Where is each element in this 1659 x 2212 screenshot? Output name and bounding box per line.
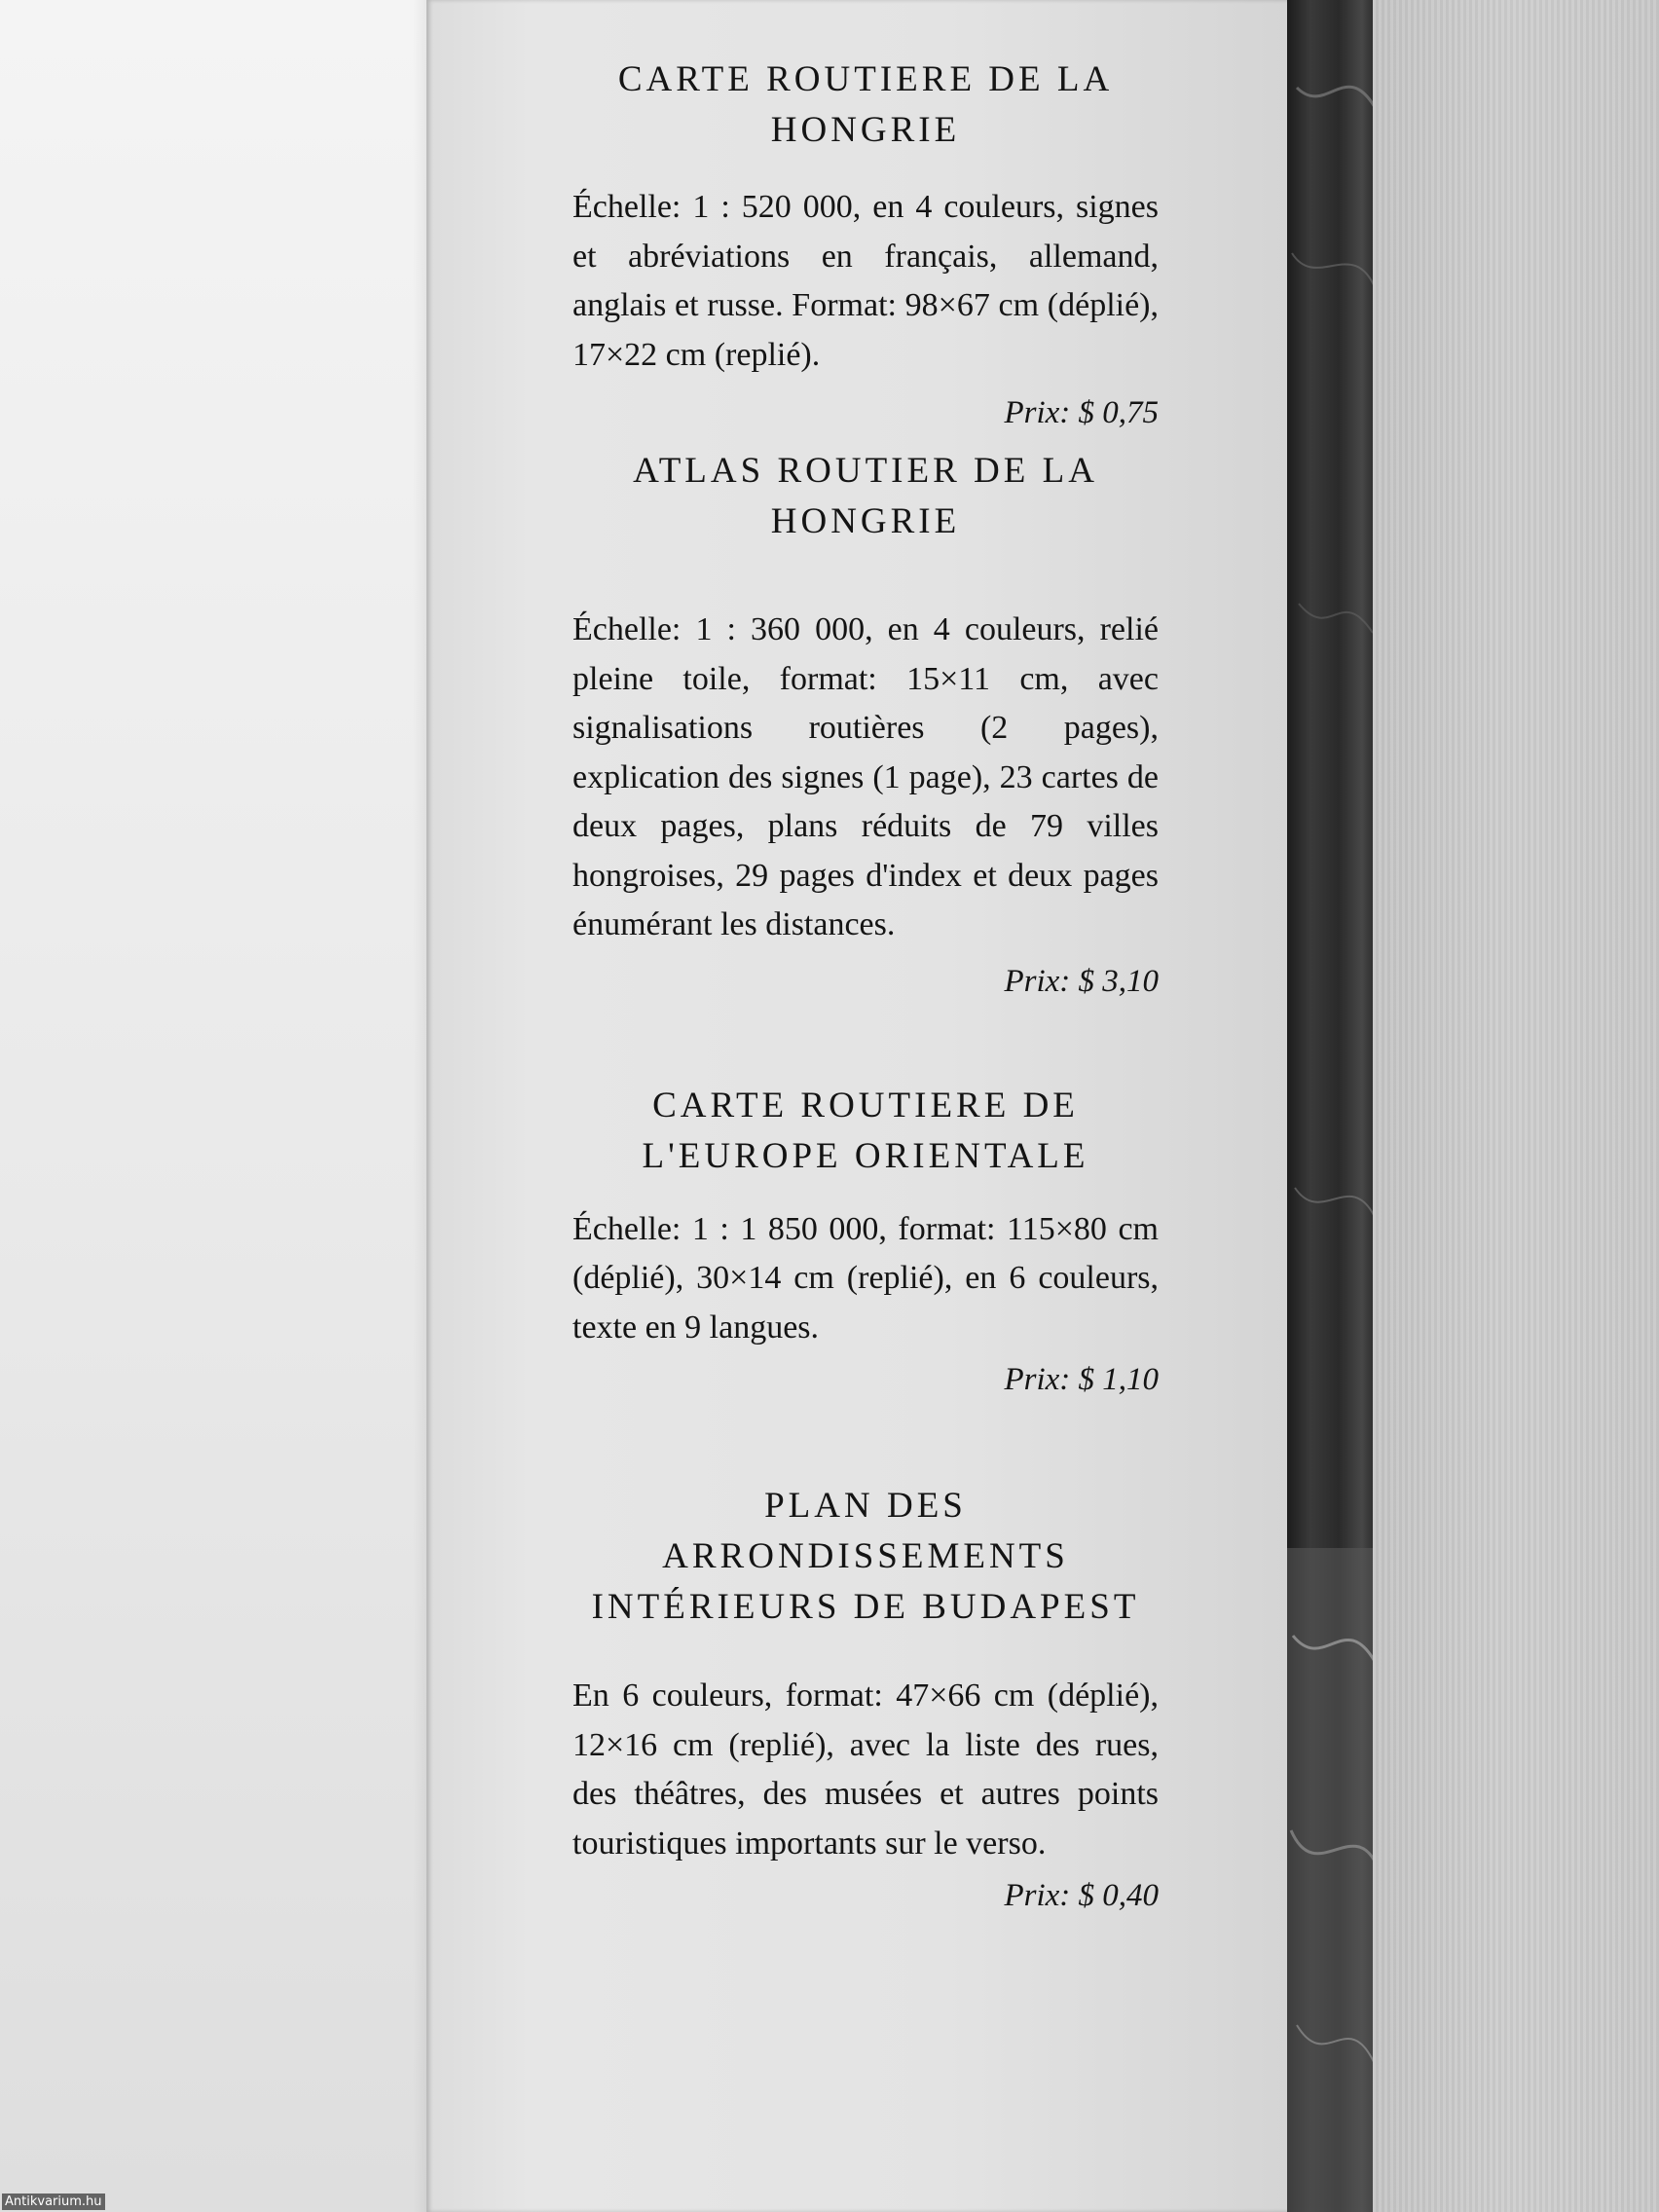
section-body: Échelle: 1 : 360 000, en 4 couleurs, relié pleine toile, format: 15×11 cm, avec signalisations routières (2 pages), explication des signes (1 page), 23 cartes de deux pages, plans réduits de 79 villes hongroises, 29 pages d'index et deux pages énumérant les distances. xyxy=(572,611,1159,942)
section-title: CARTE ROUTIERE DE LA HONGRIE xyxy=(617,59,1114,150)
watermark: Antikvarium.hu xyxy=(2,2194,105,2210)
section-title: PLAN DES ARRONDISSEMENTS INTÉRIEURS DE BUDAPEST xyxy=(591,1486,1140,1627)
section-price: Prix: $ 1,10 xyxy=(1004,1362,1159,1397)
marbled-spine xyxy=(1287,0,1381,2212)
book-cover-board xyxy=(1373,0,1659,2212)
section-body: En 6 couleurs, format: 47×66 cm (déplié), 12×16 cm (replié), avec la liste des rues, des théâtres, des musées et autres points touristiques importants sur le verso. xyxy=(572,1677,1159,1862)
section-title: CARTE ROUTIERE DE L'EUROPE ORIENTALE xyxy=(642,1085,1089,1176)
left-page xyxy=(0,0,436,2212)
flap-text-column xyxy=(572,55,1159,1917)
section-title: ATLAS ROUTIER DE LA HONGRIE xyxy=(633,451,1098,541)
section-body: Échelle: 1 : 520 000, en 4 couleurs, signes et abréviations en français, allemand, anglais et russe. Format: 98×67 cm (déplié), 17×22 cm (replié). xyxy=(572,189,1159,373)
marble-pattern-icon xyxy=(1287,0,1381,2212)
section-price: Prix: $ 0,75 xyxy=(1004,395,1159,430)
section-price: Prix: $ 0,40 xyxy=(1004,1878,1159,1913)
section-price: Prix: $ 3,10 xyxy=(1004,963,1159,999)
section-body: Échelle: 1 : 1 850 000, format: 115×80 cm (déplié), 30×14 cm (replié), en 6 couleurs, texte en 9 langues. xyxy=(572,1210,1159,1346)
